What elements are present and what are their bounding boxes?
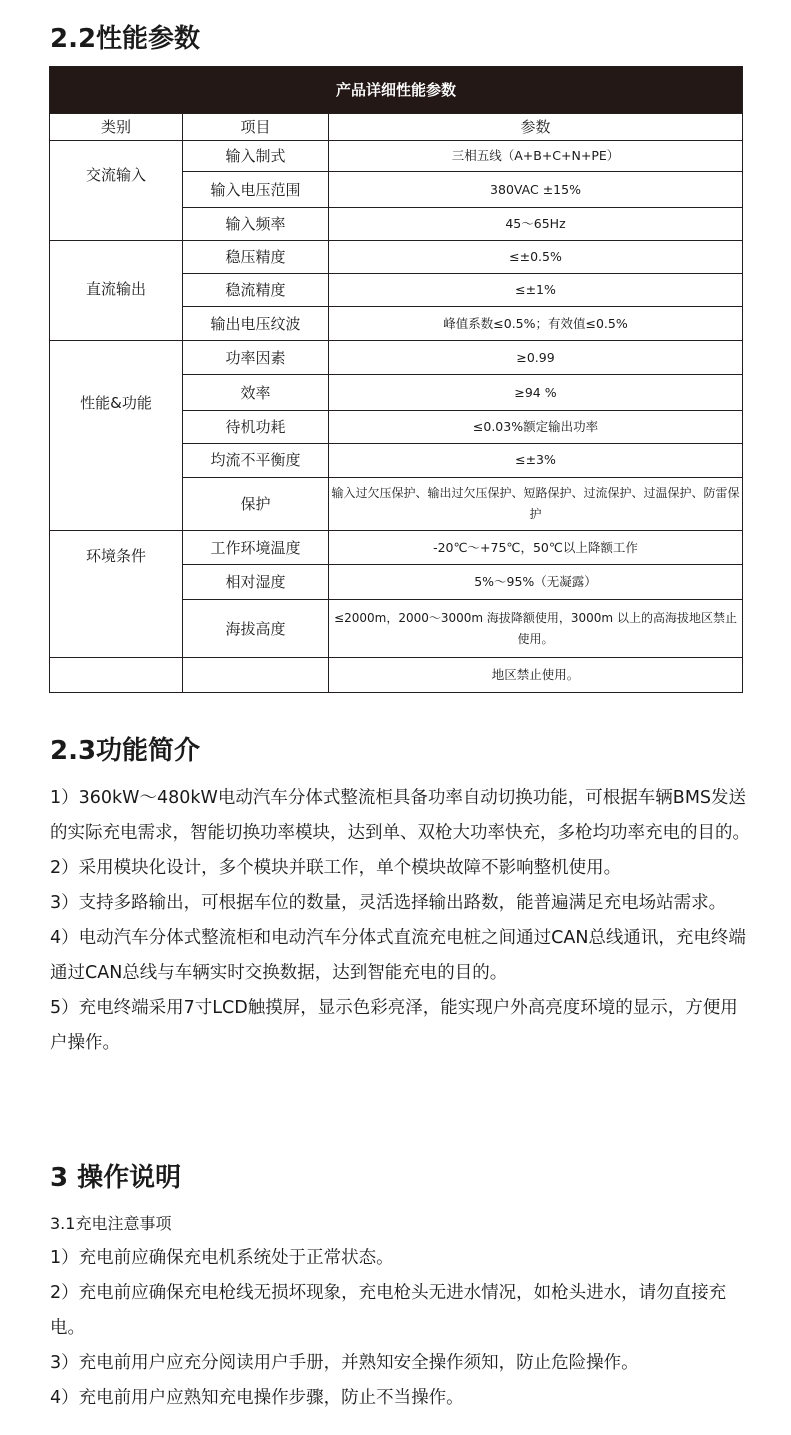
section-title-2-2: 2.2性能参数 — [50, 24, 201, 54]
value-cell: 45～65Hz — [329, 207, 743, 240]
paragraph: 2）充电前应确保充电枪线无损坏现象，充电枪头无进水情况，如枪头进水，请勿直接充电。 — [50, 1283, 727, 1338]
item-cell: 效率 — [183, 375, 329, 410]
item-cell: 功率因素 — [183, 341, 329, 375]
value-cell: ≤±3% — [329, 443, 743, 477]
subsection-title: 3.1充电注意事项 — [50, 1214, 172, 1233]
paragraph: 4）充电前用户应熟知充电操作步骤，防止不当操作。 — [50, 1388, 464, 1408]
category-ac-input: 交流输入 — [50, 141, 183, 240]
paragraph: 5）充电终端采用7寸LCD触摸屏，显示色彩亮泽，能实现户外高亮度环境的显示，方便用户操作。 — [50, 998, 738, 1053]
section-title-2-3: 2.3功能简介 — [50, 736, 201, 766]
item-cell: 海拔高度 — [183, 600, 329, 657]
value-cell: 三相五线（A+B+C+N+PE） — [329, 141, 743, 172]
paragraph: 3）充电前用户应充分阅读用户手册，并熟知安全操作须知，防止危险操作。 — [50, 1353, 639, 1373]
item-cell: 稳压精度 — [183, 240, 329, 273]
item-cell: 保护 — [183, 477, 329, 530]
value-cell: -20℃～+75℃，50℃以上降额工作 — [329, 531, 743, 565]
value-cell: ≥0.99 — [329, 341, 743, 375]
paragraph: 1）充电前应确保充电机系统处于正常状态。 — [50, 1248, 394, 1268]
item-cell: 相对湿度 — [183, 565, 329, 600]
category-performance: 性能&功能 — [50, 341, 183, 531]
header-item: 项目 — [183, 114, 329, 141]
item-cell: 输出电压纹波 — [183, 307, 329, 341]
value-cell: ≥94 % — [329, 375, 743, 410]
value-cell: 380VAC ±15% — [329, 172, 743, 207]
header-category: 类别 — [50, 114, 183, 141]
extra-item-cell — [183, 657, 329, 692]
spec-table — [49, 66, 743, 693]
paragraph: 3）支持多路输出，可根据车位的数量，灵活选择输出路数，能普遍满足充电场站需求。 — [50, 893, 727, 913]
section-title-3: 3 操作说明 — [50, 1163, 182, 1193]
item-cell: 输入电压范围 — [183, 172, 329, 207]
value-cell: 峰值系数≤0.5%；有效值≤0.5% — [329, 307, 743, 341]
item-cell: 均流不平衡度 — [183, 443, 329, 477]
value-cell: ≤0.03%额定输出功率 — [329, 410, 743, 443]
extra-category-cell — [50, 657, 183, 692]
value-cell: ≤2000m，2000～3000m 海拔降额使用，3000m 以上的高海拔地区禁止使用。 — [329, 600, 743, 657]
value-cell: ≤±0.5% — [329, 240, 743, 273]
item-cell: 输入制式 — [183, 141, 329, 172]
item-cell: 工作环境温度 — [183, 531, 329, 565]
category-environment: 环境条件 — [50, 531, 183, 658]
value-cell: 5%～95%（无凝露） — [329, 565, 743, 600]
paragraph: 4）电动汽车分体式整流柜和电动汽车分体式直流充电桩之间通过CAN总线通讯，充电终端通过CAN总线与车辆实时交换数据，达到智能充电的目的。 — [50, 928, 746, 983]
category-dc-output: 直流输出 — [50, 240, 183, 340]
value-cell: ≤±1% — [329, 273, 743, 306]
paragraph: 2）采用模块化设计，多个模块并联工作，单个模块故障不影响整机使用。 — [50, 858, 622, 878]
header-value: 参数 — [329, 114, 743, 141]
extra-value-cell: 地区禁止使用。 — [329, 657, 743, 692]
item-cell: 稳流精度 — [183, 273, 329, 306]
value-cell: 输入过欠压保护、输出过欠压保护、短路保护、过流保护、过温保护、防雷保护 — [329, 477, 743, 530]
section-2-3-body — [50, 781, 750, 1061]
item-cell: 输入频率 — [183, 207, 329, 240]
paragraph: 1）360kW～480kW电动汽车分体式整流柜具备功率自动切换功能，可根据车辆BMS发送的实际充电需求，智能切换功率模块，达到单、双枪大功率快充，多枪均功率充电的目的。 — [50, 788, 750, 843]
table-caption: 产品详细性能参数 — [50, 67, 743, 114]
section-3-body — [50, 1206, 750, 1416]
item-cell: 待机功耗 — [183, 410, 329, 443]
